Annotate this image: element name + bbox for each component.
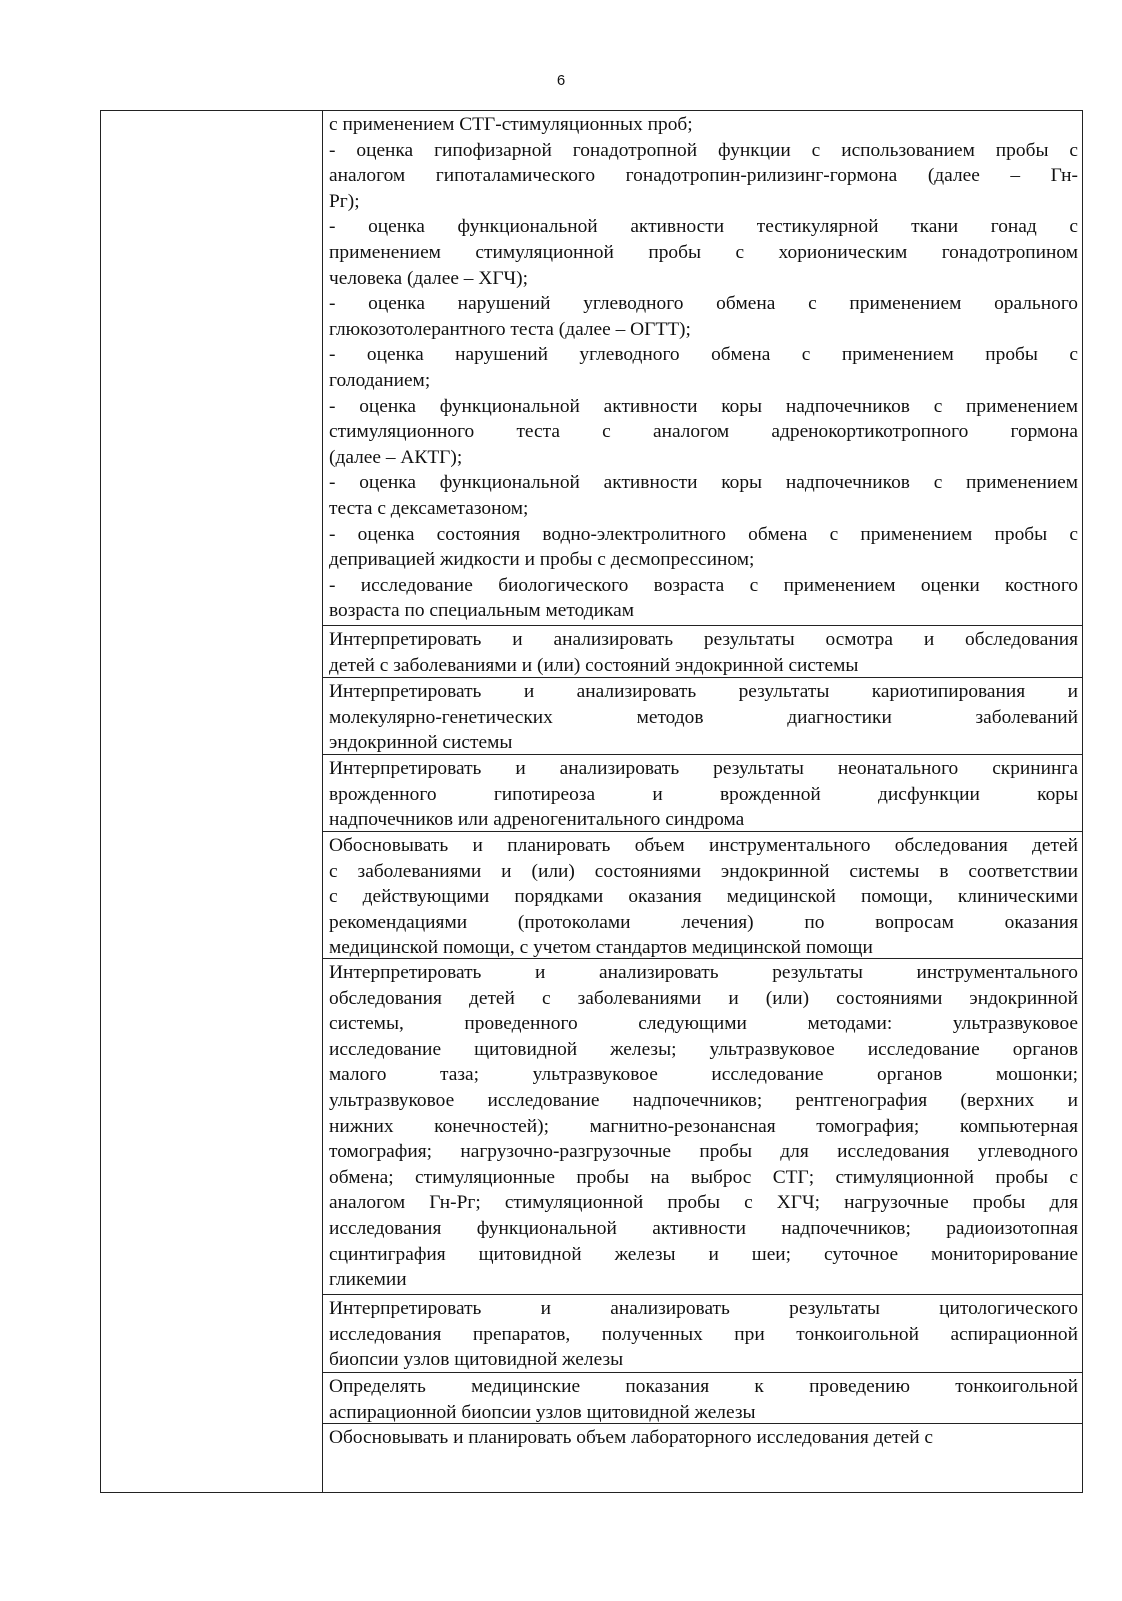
cell-paragraph bbox=[329, 470, 1078, 521]
text-line: исследования функциональной активности надпочечников; радиоизотопная bbox=[329, 1217, 1078, 1239]
text-line: глюкозотолерантного теста (далее – ОГТТ); bbox=[329, 318, 691, 340]
text-line: депривацией жидкости и пробы с десмопрессином; bbox=[329, 549, 755, 571]
table-left-column bbox=[101, 111, 323, 1492]
text-line: стимуляционного теста с аналогом адренокортикотропного гормона bbox=[329, 421, 1078, 443]
text-line: сцинтиграфия щитовидной железы и шеи; суточное мониторирование bbox=[329, 1243, 1078, 1265]
text-line: детей с заболеваниями и (или) состояний эндокринной системы bbox=[329, 654, 859, 676]
text-line: исследование щитовидной железы; ультразвуковое исследование органов bbox=[329, 1038, 1078, 1060]
cell-paragraph bbox=[329, 679, 1078, 755]
cell-paragraph bbox=[329, 756, 1078, 832]
page-number: 6 bbox=[556, 72, 566, 89]
table-cell bbox=[323, 1424, 1082, 1494]
text-line: Определять медицинские показания к проведению тонкоигольной bbox=[329, 1376, 1078, 1397]
text-line: - оценка гипофизарной гонадотропной функции с использованием пробы с bbox=[329, 139, 1078, 161]
table-cell bbox=[323, 755, 1082, 832]
text-line: надпочечников или адреногенитального синдрома bbox=[329, 809, 745, 831]
cell-paragraph bbox=[329, 627, 1078, 678]
text-line: человека (далее – ХГЧ); bbox=[329, 267, 529, 289]
text-line: с действующими порядками оказания медицинской помощи, клиническими bbox=[329, 886, 1078, 908]
text-line: биопсии узлов щитовидной железы bbox=[329, 1349, 624, 1371]
text-line: - оценка функциональной активности тестикулярной ткани гонад с bbox=[329, 216, 1078, 238]
text-line: Интерпретировать и анализировать результаты неонатального скрининга bbox=[329, 758, 1078, 779]
text-line: нижних конечностей); магнитно-резонансная томография; компьютерная bbox=[329, 1115, 1078, 1137]
cell-paragraph bbox=[329, 1296, 1078, 1373]
text-line: обмена; стимуляционные пробы на выброс СТГ; стимуляционной пробы с bbox=[329, 1166, 1078, 1188]
cell-paragraph bbox=[329, 522, 1078, 573]
table-cell bbox=[323, 1373, 1082, 1424]
text-line: Обосновывать и планировать объем инструментального обследования детей bbox=[329, 835, 1078, 856]
text-line: аналогом Гн-Рг; стимуляционной пробы с ХГЧ; нагрузочные пробы для bbox=[329, 1192, 1078, 1214]
text-line: голоданием; bbox=[329, 369, 431, 391]
table-cell bbox=[323, 832, 1082, 959]
text-line: Интерпретировать и анализировать результаты кариотипирования и bbox=[329, 681, 1078, 702]
text-line: - исследование биологического возраста с применением оценки костного bbox=[329, 574, 1078, 596]
text-line: теста с дексаметазоном; bbox=[329, 497, 529, 519]
table-cell bbox=[323, 1295, 1082, 1373]
text-line: молекулярно-генетических методов диагностики заболеваний bbox=[329, 706, 1078, 728]
cell-paragraph bbox=[329, 1374, 1078, 1424]
table-cell bbox=[323, 959, 1082, 1295]
text-line: с заболеваниями и (или) состояниями эндокринной системы в соответствии bbox=[329, 860, 1078, 882]
text-line: - оценка нарушений углеводного обмена с применением орального bbox=[329, 293, 1078, 315]
table-cell bbox=[323, 111, 1082, 626]
text-line: Обосновывать и планировать объем лабораторного исследования детей с bbox=[329, 1427, 934, 1448]
text-line: врожденного гипотиреоза и врожденной дисфункции коры bbox=[329, 783, 1078, 805]
cell-paragraph bbox=[329, 214, 1078, 291]
cell-paragraph bbox=[329, 833, 1078, 959]
text-line: - оценка функциональной активности коры надпочечников с применением bbox=[329, 395, 1078, 417]
text-line: малого таза; ультразвуковое исследование органов мошонки; bbox=[329, 1064, 1078, 1086]
text-line: возраста по специальным методикам bbox=[329, 600, 635, 622]
text-line: эндокринной системы bbox=[329, 732, 513, 754]
text-line: медицинской помощи, с учетом стандартов медицинской помощи bbox=[329, 937, 873, 959]
cell-paragraph bbox=[329, 291, 1078, 342]
text-line: - оценка состояния водно-электролитного обмена с применением пробы с bbox=[329, 523, 1078, 545]
text-line: ультразвуковое исследование надпочечников; рентгенография (верхних и bbox=[329, 1089, 1078, 1111]
text-line: обследования детей с заболеваниями и (или) состояниями эндокринной bbox=[329, 987, 1078, 1009]
text-line: аналогом гипоталамического гонадотропин-рилизинг-гормона (далее – Гн- bbox=[329, 165, 1078, 187]
text-line: Интерпретировать и анализировать результаты цитологического bbox=[329, 1298, 1078, 1319]
text-line: Интерпретировать и анализировать результаты инструментального bbox=[329, 962, 1078, 983]
cell-paragraph bbox=[329, 960, 1078, 1293]
text-line: рекомендациями (протоколами лечения) по вопросам оказания bbox=[329, 911, 1078, 933]
cell-paragraph bbox=[329, 394, 1078, 471]
text-line: исследования препаратов, полученных при тонкоигольной аспирационной bbox=[329, 1323, 1078, 1345]
table-cell bbox=[323, 626, 1082, 678]
table-right-column bbox=[323, 111, 1082, 1492]
text-line: Интерпретировать и анализировать результаты осмотра и обследования bbox=[329, 629, 1078, 650]
text-line: с применением СТГ-стимуляционных проб; bbox=[329, 114, 693, 135]
text-line: Рг); bbox=[329, 190, 360, 212]
text-line: - оценка нарушений углеводного обмена с применением пробы с bbox=[329, 344, 1078, 366]
cell-paragraph bbox=[329, 342, 1078, 393]
cell-paragraph bbox=[329, 112, 1078, 138]
cell-paragraph bbox=[329, 138, 1078, 215]
cell-paragraph bbox=[329, 573, 1078, 624]
text-line: аспирационной биопсии узлов щитовидной железы bbox=[329, 1401, 756, 1423]
table-cell bbox=[323, 678, 1082, 755]
text-line: томография; нагрузочно-разгрузочные пробы для исследования углеводного bbox=[329, 1141, 1078, 1163]
text-line: (далее – АКТГ); bbox=[329, 446, 463, 468]
text-line: системы, проведенного следующими методами: ультразвуковое bbox=[329, 1013, 1078, 1035]
text-line: применением стимуляционной пробы с хорионическим гонадотропином bbox=[329, 241, 1078, 263]
competency-table bbox=[100, 110, 1083, 1493]
text-line: - оценка функциональной активности коры надпочечников с применением bbox=[329, 472, 1078, 494]
text-line: гликемии bbox=[329, 1269, 407, 1291]
cell-paragraph bbox=[329, 1425, 1078, 1451]
